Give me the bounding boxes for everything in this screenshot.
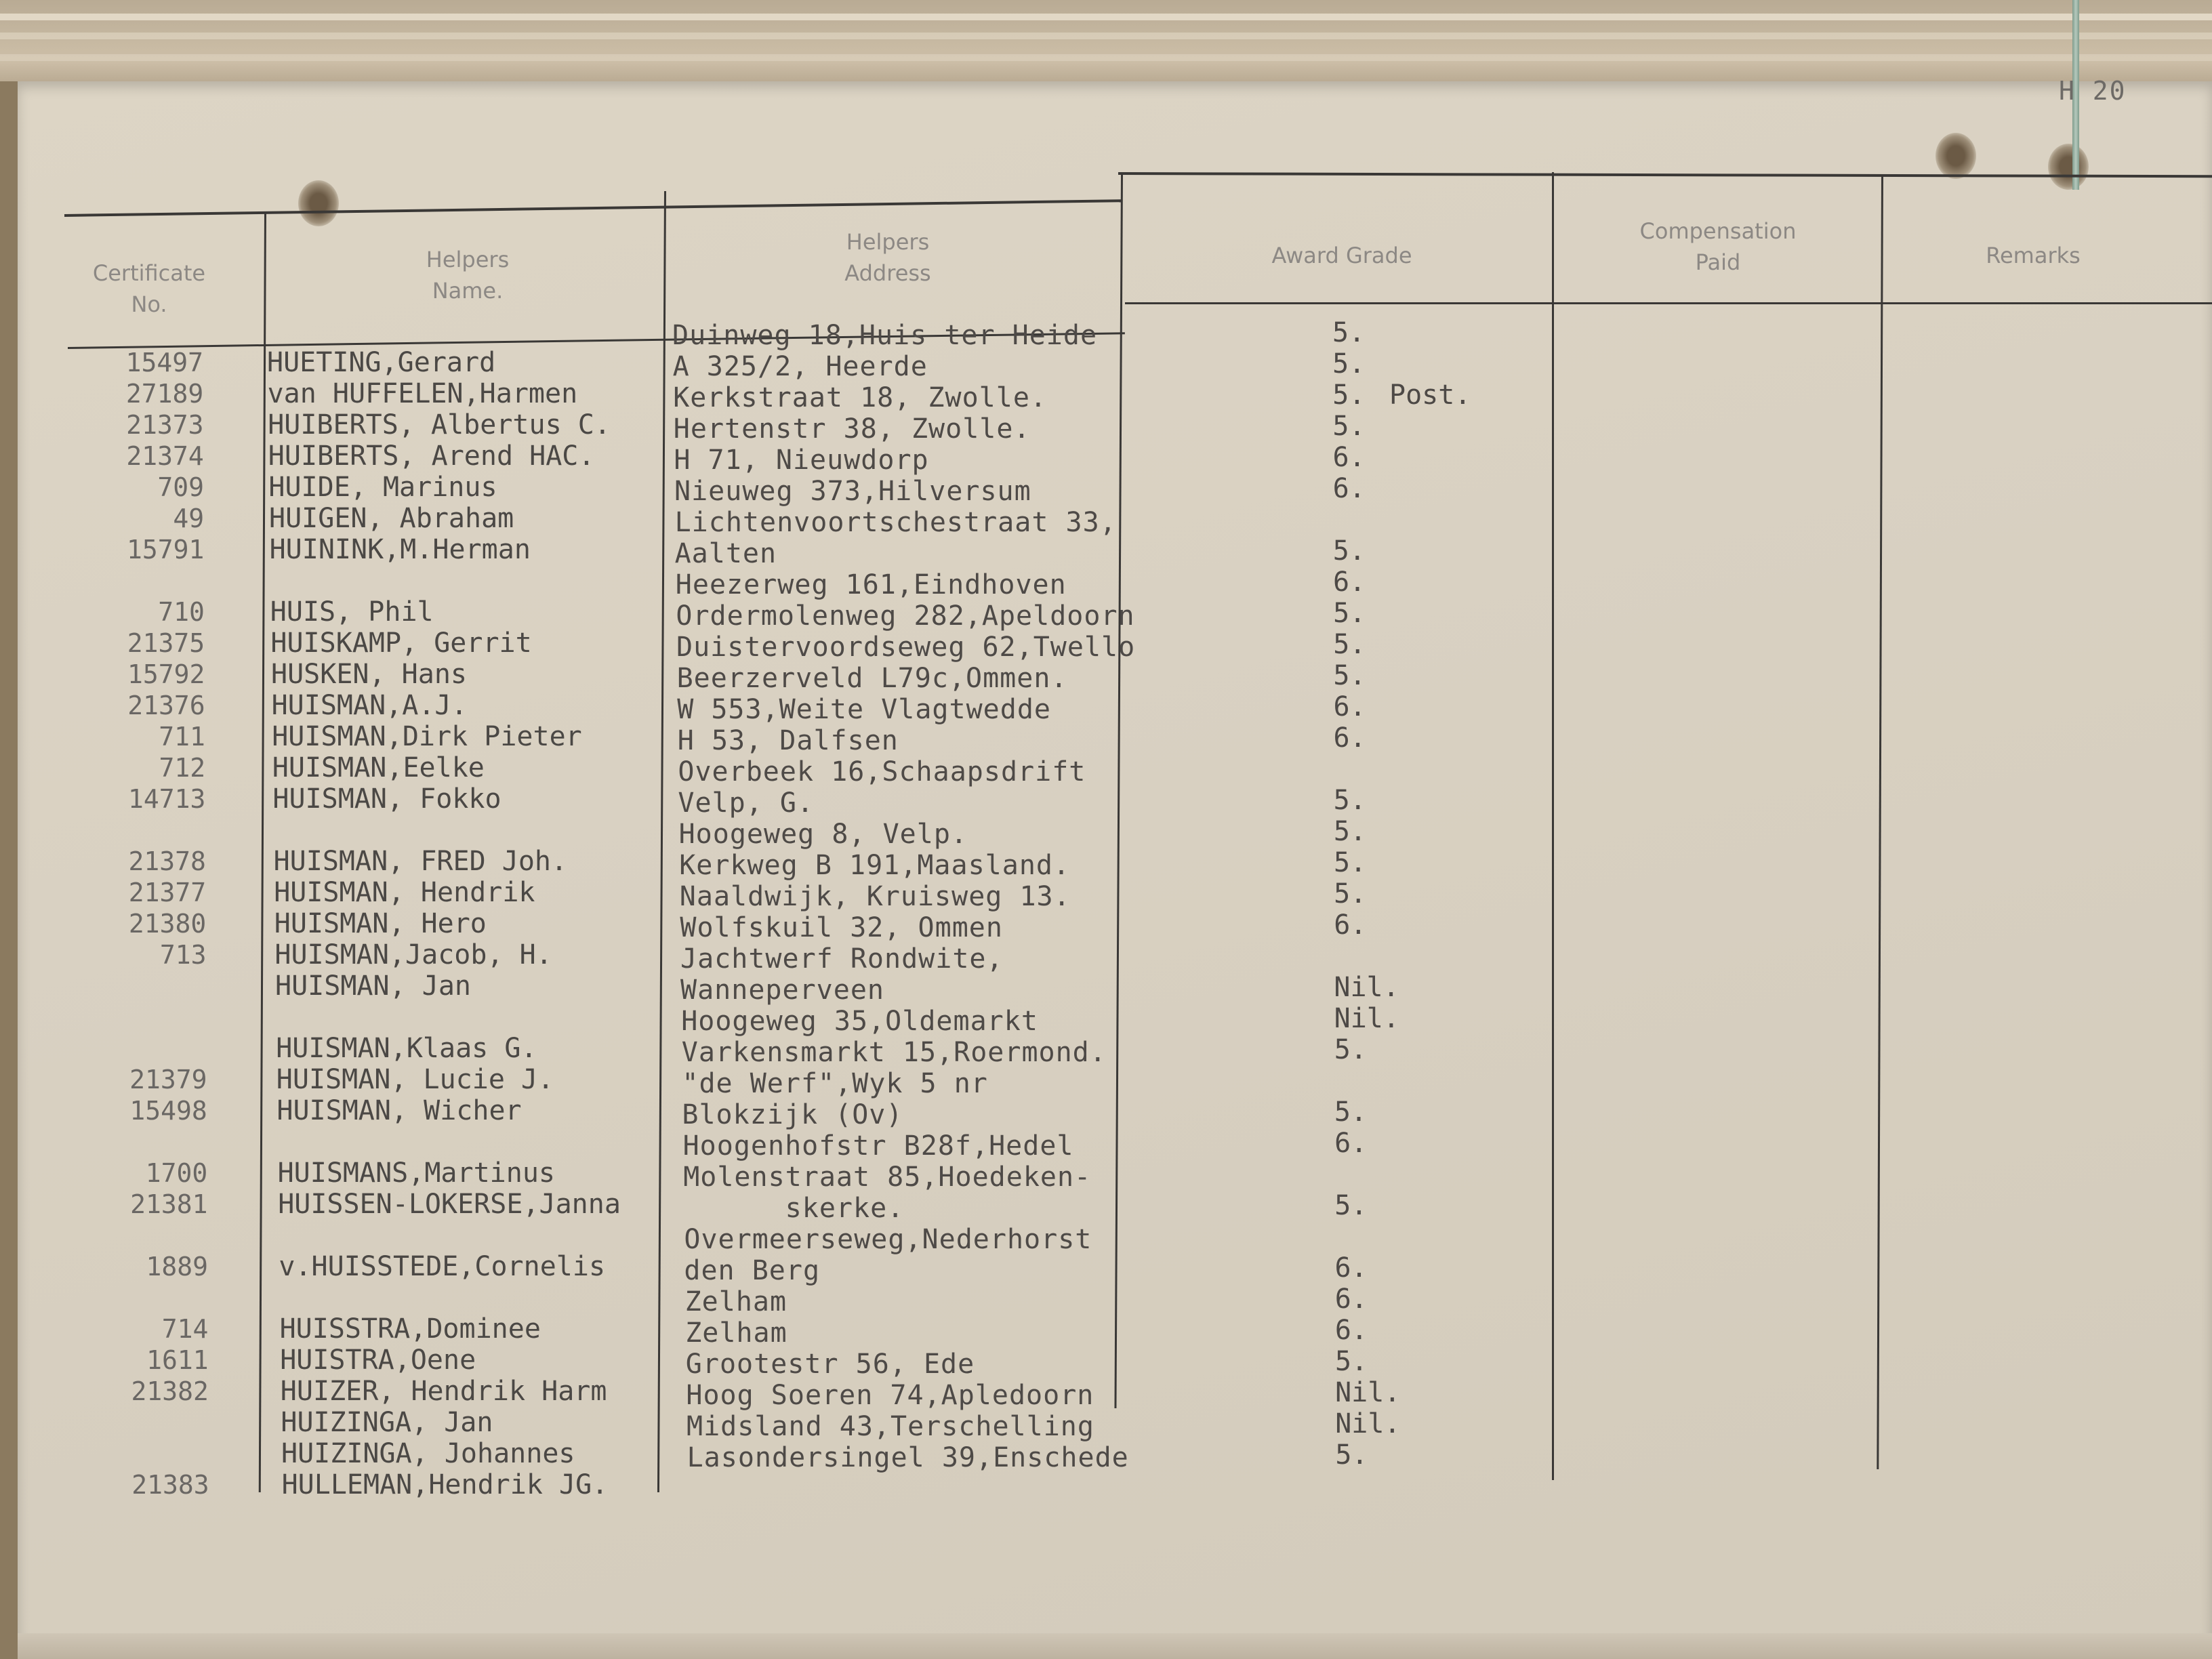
certificate-number: 21382 — [131, 1376, 209, 1406]
certificate-number: 21377 — [128, 878, 207, 907]
award-grade: 6. — [1332, 567, 1366, 598]
certificate-number: 21380 — [128, 909, 207, 939]
helper-address: Wanneperveen — [680, 975, 884, 1006]
certificate-number: 21375 — [127, 628, 205, 658]
helper-address: Zelham — [684, 1286, 787, 1317]
helper-name: HUISMAN,Eelke — [272, 752, 485, 783]
helper-address: Beerzerveld L79c,Ommen. — [676, 663, 1068, 694]
helper-name: HUISMAN,Dirk Pieter — [272, 721, 582, 752]
helper-address: Ordermolenweg 282,Apeldoorn — [676, 600, 1135, 632]
certificate-number: 712 — [159, 753, 206, 783]
header-remarks: Remarks — [1986, 243, 2081, 268]
certificate-number: 1889 — [146, 1252, 208, 1282]
helper-address: H 53, Dalfsen — [677, 725, 899, 756]
helper-name: v.HUISSTEDE,Cornelis — [279, 1251, 606, 1282]
helper-name: HUISSEN-LOKERSE,Janna — [278, 1189, 621, 1220]
award-grade: 6. — [1334, 1284, 1368, 1315]
award-grade: 6. — [1332, 442, 1366, 473]
helper-address: Jachtwerf Rondwite, — [680, 943, 1004, 975]
helper-address: Aalten — [674, 538, 777, 569]
helper-address: Overbeek 16,Schaapsdrift — [678, 756, 1086, 787]
helper-address: Blokzijk (Ov) — [682, 1099, 903, 1130]
certificate-number: 21379 — [129, 1065, 207, 1094]
award-grade: 5. — [1332, 411, 1366, 442]
award-grade: Nil. — [1334, 972, 1399, 1003]
header-compensation-paid: Compensation Paid — [1639, 218, 1797, 275]
helper-address: Overmeerseweg,Nederhorst — [684, 1224, 1092, 1255]
helper-address: "de Werf",Wyk 5 nr — [682, 1068, 988, 1099]
helper-name: HUISMAN, Fokko — [272, 783, 501, 815]
certificate-number: 21374 — [126, 441, 204, 471]
award-grade: 6. — [1332, 473, 1366, 504]
certificate-number: 15791 — [127, 535, 205, 565]
helper-name: HUISMAN, Jan — [275, 970, 471, 1002]
helper-address: Midsland 43,Terschelling — [687, 1411, 1094, 1442]
grade-remark: Post. — [1389, 380, 1471, 411]
award-grade: 5. — [1334, 847, 1367, 878]
helper-address: Kerkweg B 191,Maasland. — [679, 850, 1071, 881]
award-grade: 5. — [1333, 629, 1366, 660]
helper-name: van HUFFELEN,Harmen — [267, 378, 578, 409]
award-grade: 5. — [1334, 1097, 1368, 1128]
award-grade: 6. — [1334, 1315, 1368, 1346]
helper-name: HUIZINGA, Johannes — [281, 1438, 575, 1469]
helper-address: den Berg — [684, 1255, 821, 1286]
certificate-number: 14713 — [127, 784, 206, 814]
helper-address: Varkensmarkt 15,Roermond. — [681, 1037, 1107, 1068]
award-grade: 6. — [1333, 722, 1366, 754]
helper-name: HUISMAN, FRED Joh. — [273, 846, 568, 877]
award-grade: 5. — [1332, 380, 1366, 411]
helper-name: HUSKEN, Hans — [271, 659, 467, 690]
certificate-number: 27189 — [125, 379, 204, 409]
award-grade: 5. — [1332, 317, 1366, 348]
certificate-number: 15497 — [125, 348, 203, 377]
helper-name: HUISMANS,Martinus — [277, 1158, 555, 1189]
helper-name: HUININK,M.Herman — [269, 534, 531, 565]
punch-hole-right — [1936, 133, 1976, 179]
award-grade: 5. — [1334, 878, 1367, 909]
helper-name: HUISTRA,Oene — [280, 1345, 476, 1376]
certificate-number: 713 — [159, 940, 207, 970]
helper-address: Hoogeweg 35,Oldemarkt — [681, 1006, 1038, 1037]
certificate-number: 21376 — [127, 691, 205, 720]
helper-address: Nieuweg 373,Hilversum — [674, 476, 1031, 507]
table-row — [0, 1224, 2212, 1313]
helper-address: Hoogenhofstr B28f,Hedel — [682, 1130, 1074, 1162]
helper-name: HUETING,Gerard — [267, 347, 496, 378]
helper-address: Duinweg 18,Huis ter Heide — [672, 320, 1098, 351]
award-grade: 5. — [1335, 1439, 1368, 1471]
award-grade: 5. — [1333, 598, 1366, 629]
header-award-grade: Award Grade — [1271, 243, 1412, 268]
certificate-number: 21378 — [128, 846, 206, 876]
table-row — [0, 816, 2212, 877]
certificate-number: 714 — [161, 1314, 209, 1344]
helper-name: HUIGEN, Abraham — [269, 503, 514, 534]
helper-name: HUIZINGA, Jan — [281, 1407, 493, 1438]
helper-address: Hertenstr 38, Zwolle. — [673, 413, 1031, 445]
table-row — [0, 1128, 2212, 1189]
header-helpers-address: Helpers Address — [844, 229, 931, 286]
award-grade: Nil. — [1334, 1003, 1399, 1034]
helper-address: skerke. — [683, 1193, 905, 1224]
book-bottom-edge — [18, 1633, 2212, 1659]
header-certificate: Certificate No. — [92, 260, 206, 317]
helper-name: HUIS, Phil — [270, 596, 434, 628]
helper-name: HUISMAN,A.J. — [271, 690, 468, 721]
helper-address: Zelham — [685, 1317, 787, 1349]
award-grade: 5. — [1333, 785, 1366, 816]
award-grade: 6. — [1334, 909, 1367, 941]
helper-address: Velp, G. — [678, 787, 815, 819]
helper-name: HUISSTRA,Dominee — [279, 1313, 541, 1345]
helper-address: Duistervoordseweg 62,Twello — [676, 632, 1136, 663]
helper-name: HULLEMAN,Hendrik JG. — [281, 1469, 609, 1500]
helper-address: Wolfskuil 32, Ommen — [680, 912, 1003, 943]
award-grade: 5. — [1333, 816, 1367, 847]
helper-address: Hoog Soeren 74,Apledoorn — [686, 1380, 1094, 1411]
award-grade: 5. — [1333, 660, 1366, 691]
certificate-number: 21383 — [131, 1470, 209, 1500]
helper-name: HUISMAN, Hero — [274, 908, 487, 939]
helper-address: Lichtenvoortschestraat 33, — [674, 507, 1117, 538]
award-grade: Nil. — [1335, 1408, 1401, 1439]
helper-name: HUISMAN, Lucie J. — [276, 1064, 554, 1095]
punch-hole-binding — [2048, 144, 2089, 190]
certificate-number: 711 — [159, 722, 205, 752]
helper-name: HUISMAN, Hendrik — [274, 877, 535, 908]
certificate-number: 1700 — [145, 1158, 208, 1188]
award-grade: 5. — [1334, 1190, 1368, 1221]
helper-address: Hoogeweg 8, Velp. — [678, 819, 968, 850]
helper-name: HUISMAN, Wicher — [276, 1095, 522, 1126]
award-grade: 6. — [1333, 691, 1366, 722]
table-row — [0, 317, 2212, 378]
helper-name: HUIBERTS, Albertus C. — [268, 409, 611, 441]
award-grade: Nil. — [1335, 1377, 1401, 1408]
certificate-number: 21381 — [130, 1189, 208, 1219]
certificate-number: 21373 — [126, 410, 204, 440]
helper-name: HUIDE, Marinus — [268, 472, 497, 503]
helper-name: HUISMAN,Klaas G. — [276, 1033, 537, 1064]
award-grade: 6. — [1334, 1252, 1368, 1284]
certificate-number: 710 — [158, 597, 205, 627]
helper-address: Kerkstraat 18, Zwolle. — [673, 382, 1047, 413]
table-row — [0, 1284, 2212, 1345]
helper-name: HUISMAN,Jacob, H. — [274, 939, 552, 970]
helper-address: W 553,Weite Vlagtwedde — [677, 694, 1051, 725]
helper-address: Naaldwijk, Kruisweg 13. — [679, 881, 1071, 912]
certificate-number: 15498 — [129, 1096, 207, 1126]
award-grade: 6. — [1334, 1128, 1368, 1159]
helper-address: H 71, Nieuwdorp — [674, 445, 929, 476]
punch-hole-left — [298, 180, 339, 226]
helper-address: Heezerweg 161,Eindhoven — [675, 569, 1067, 600]
helper-name: HUIZER, Hendrik Harm — [280, 1376, 607, 1407]
certificate-number: 709 — [157, 472, 204, 502]
award-grade: 5. — [1334, 1346, 1368, 1377]
certificate-number: 15792 — [127, 659, 205, 689]
certificate-number: 1611 — [146, 1345, 209, 1375]
helper-name: HUISKAMP, Gerrit — [270, 628, 532, 659]
helper-name: HUIBERTS, Arend HAC. — [268, 441, 595, 472]
helper-address: Grootestr 56, Ede — [685, 1349, 975, 1380]
header-bottom-rule-right — [1125, 302, 2212, 304]
award-grade: 5. — [1332, 348, 1366, 380]
helper-address: Lasondersingel 39,Enschede — [687, 1442, 1129, 1473]
helper-address: A 325/2, Heerde — [672, 351, 928, 382]
award-grade: 5. — [1334, 1034, 1367, 1065]
certificate-number: 49 — [173, 504, 205, 533]
header-helpers-name: Helpers Name. — [426, 247, 510, 304]
helper-address: Molenstraat 85,Hoedeken- — [683, 1162, 1092, 1193]
award-grade: 5. — [1332, 535, 1366, 567]
page-number: H 20 — [2059, 76, 2127, 106]
